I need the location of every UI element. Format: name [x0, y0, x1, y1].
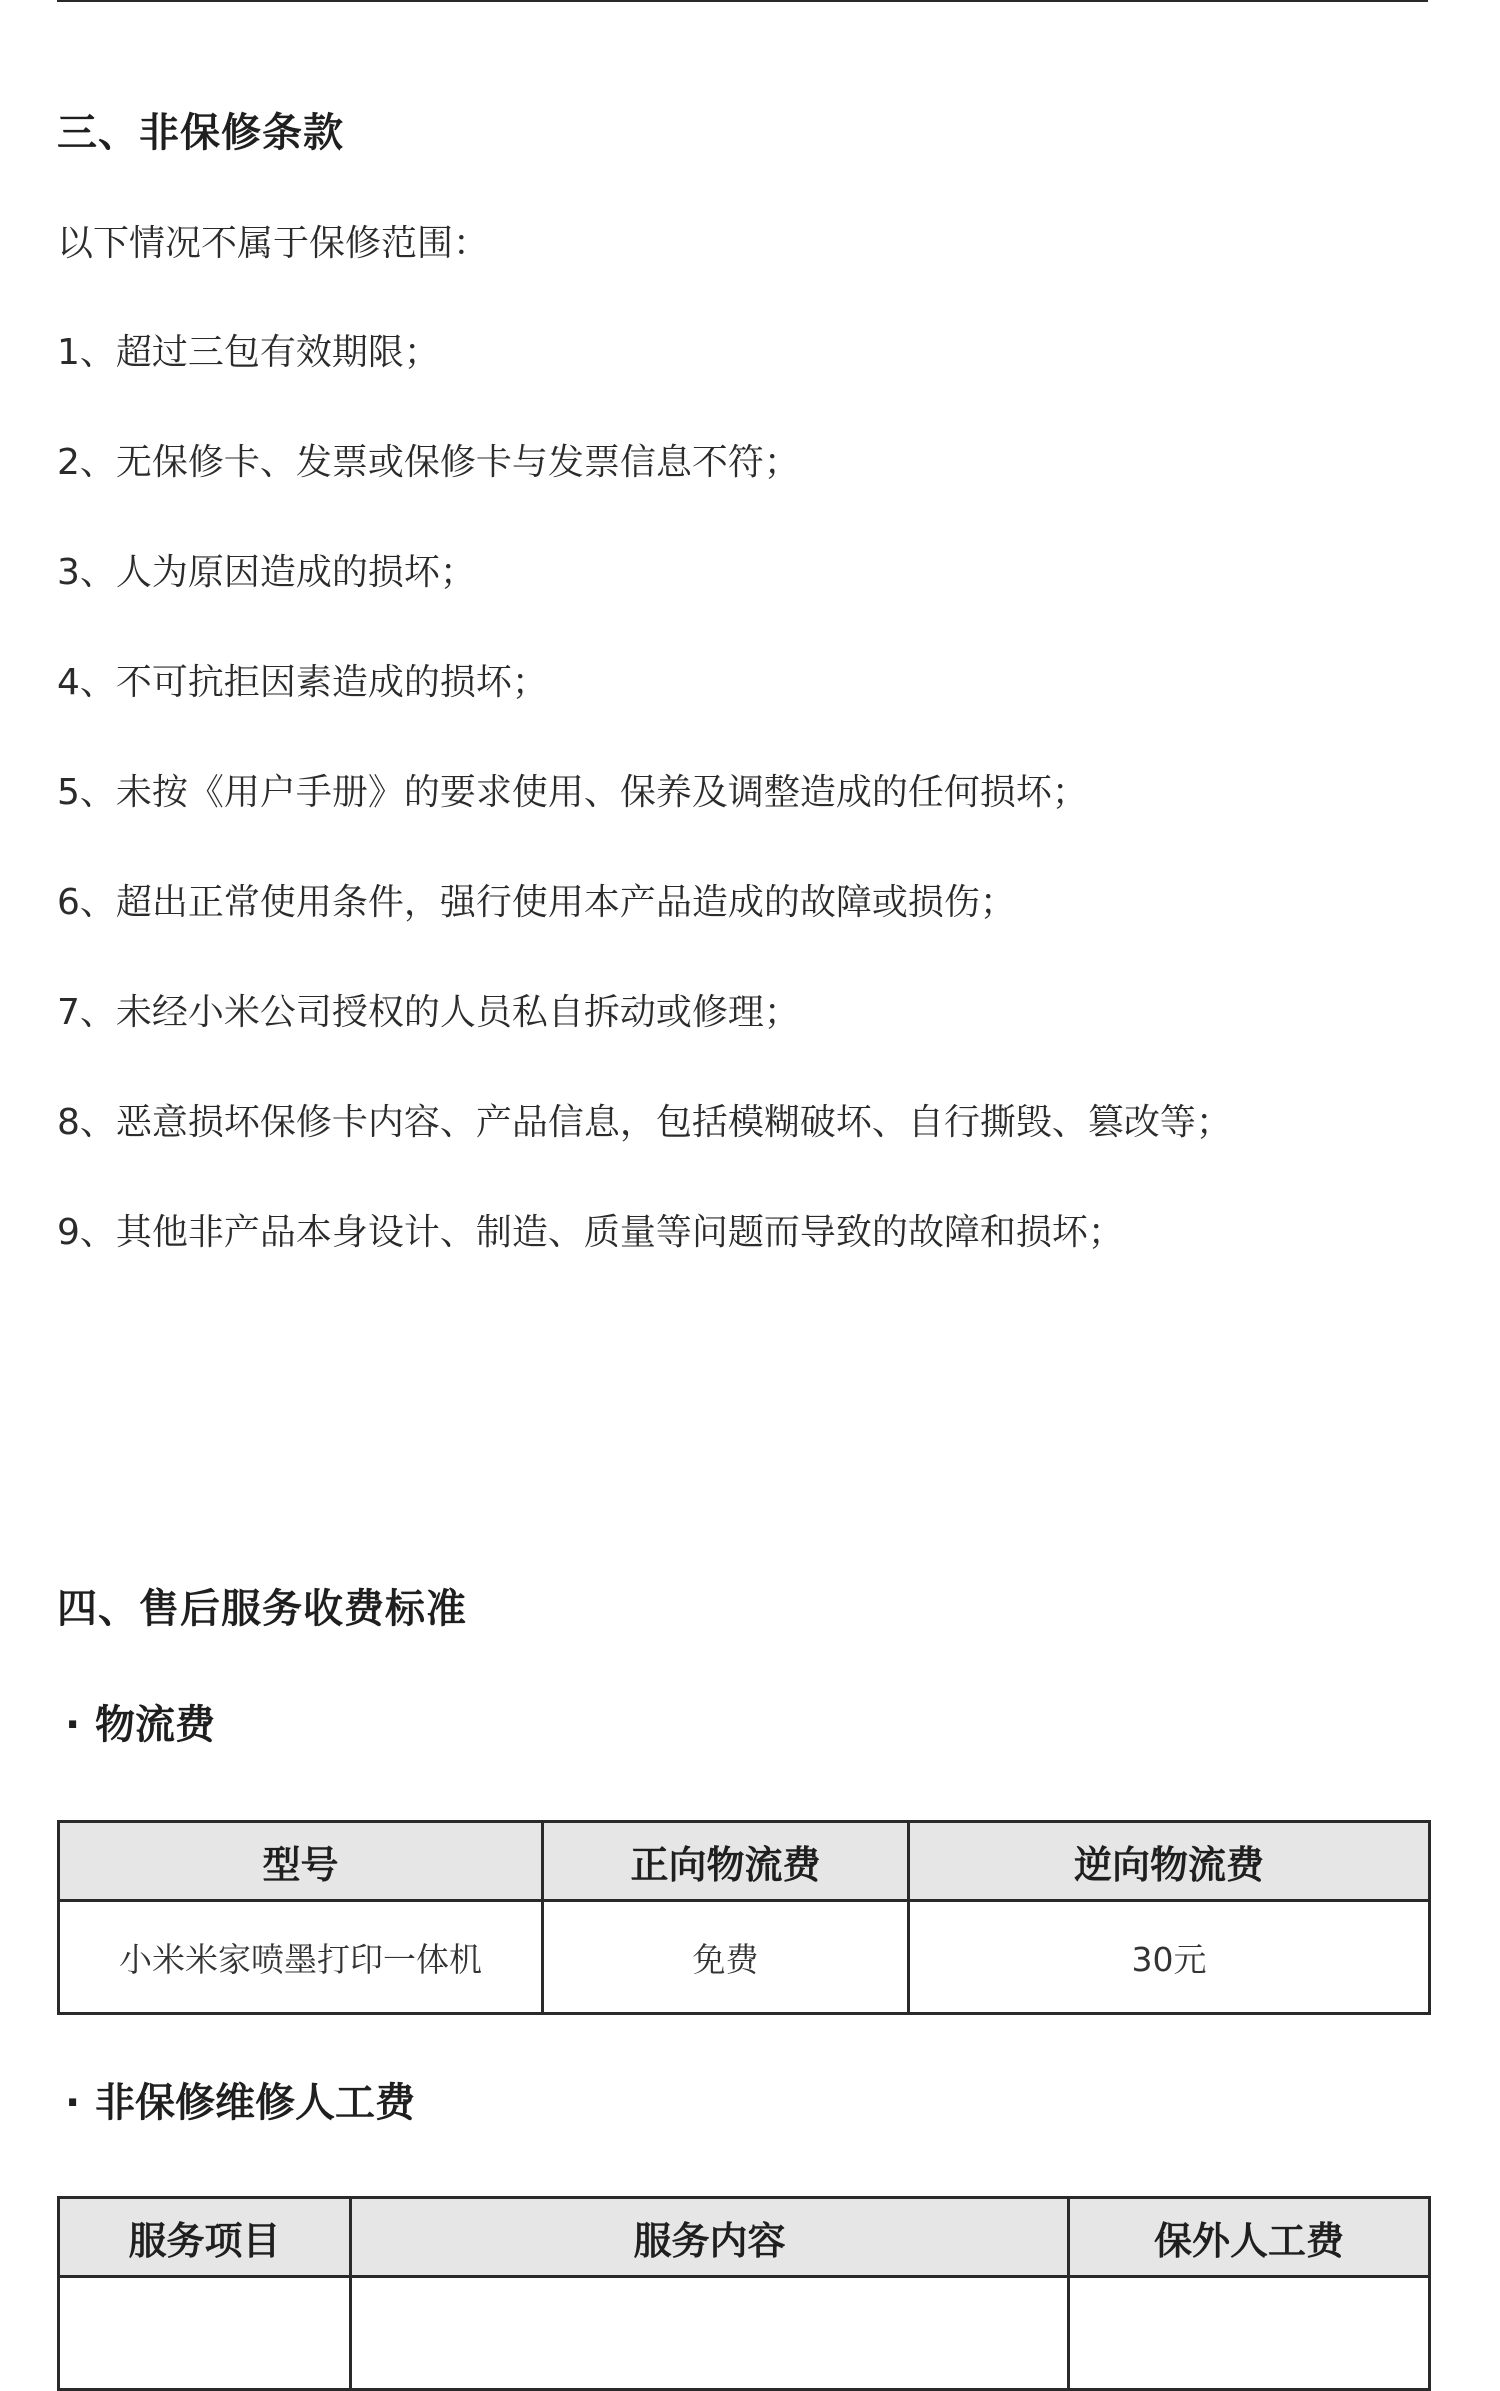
list-item: 6、超出正常使用条件，强行使用本产品造成的故障或损伤； — [57, 882, 1016, 923]
column-header: 型号 — [59, 1822, 543, 1901]
list-item: 4、不可抗拒因素造成的损坏； — [57, 662, 548, 703]
column-header: 正向物流费 — [543, 1822, 909, 1901]
table-header-row — [59, 1822, 1430, 1901]
column-header: 保外人工费 — [1069, 2198, 1430, 2277]
table-cell: 30元 — [909, 1901, 1430, 2014]
bullet-dot: · — [65, 2080, 81, 2126]
table-cell — [351, 2277, 1069, 2390]
table-row — [59, 1901, 1430, 2014]
table-row — [59, 2277, 1430, 2390]
list-item: 3、人为原因造成的损坏； — [57, 552, 476, 593]
table-cell: 小米米家喷墨打印一体机 — [59, 1901, 543, 2014]
table-cell: 免费 — [543, 1901, 909, 2014]
column-header: 服务内容 — [351, 2198, 1069, 2277]
bullet-dot: · — [65, 1702, 81, 1748]
section-3-intro: 以下情况不属于保修范围： — [57, 223, 490, 264]
logistics-heading — [65, 1700, 215, 1750]
table-header-row — [59, 2198, 1430, 2277]
top-divider — [57, 0, 1428, 2]
section-3-title: 三、非保修条款 — [57, 110, 344, 156]
logistics-fee-table — [57, 1820, 1431, 2015]
labor-fee-heading-label: 非保修维修人工费 — [95, 2080, 415, 2126]
labor-fee-heading — [65, 2078, 415, 2128]
non-warranty-list — [57, 328, 1232, 1318]
list-item: 7、未经小米公司授权的人员私自拆动或修理； — [57, 992, 800, 1033]
list-item: 1、超过三包有效期限； — [57, 332, 440, 373]
logistics-heading-label: 物流费 — [95, 1702, 215, 1748]
table-cell — [1069, 2277, 1430, 2390]
list-item: 5、未按《用户手册》的要求使用、保养及调整造成的任何损坏； — [57, 772, 1088, 813]
labor-fee-table — [57, 2196, 1431, 2391]
list-item: 8、恶意损坏保修卡内容、产品信息，包括模糊破坏、自行撕毁、篡改等； — [57, 1102, 1232, 1143]
column-header: 逆向物流费 — [909, 1822, 1430, 1901]
section-4-title: 四、售后服务收费标准 — [57, 1586, 467, 1632]
list-item: 9、其他非产品本身设计、制造、质量等问题而导致的故障和损坏； — [57, 1212, 1124, 1253]
column-header: 服务项目 — [59, 2198, 351, 2277]
table-cell — [59, 2277, 351, 2390]
list-item: 2、无保修卡、发票或保修卡与发票信息不符； — [57, 442, 800, 483]
